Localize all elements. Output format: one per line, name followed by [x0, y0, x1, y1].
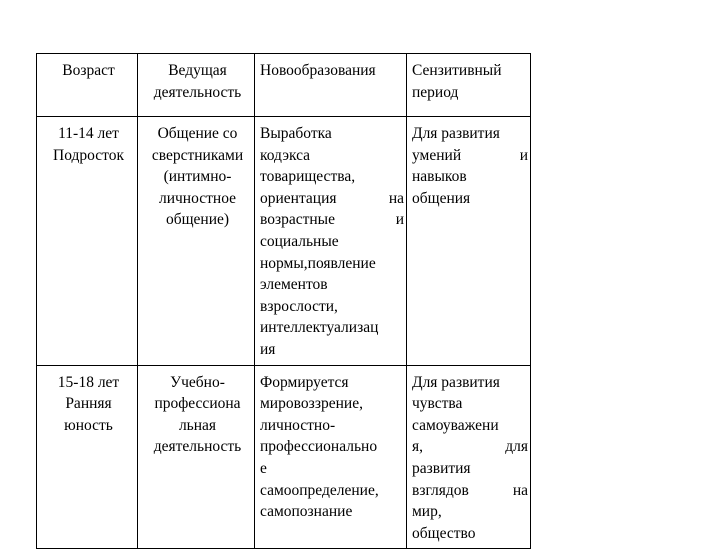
- neoformations-line: взрослости,: [260, 297, 338, 315]
- sensitive-line: общество: [412, 524, 476, 542]
- sensitive-line: я, для: [412, 438, 528, 456]
- neoformations-line: ориентация на: [260, 189, 404, 207]
- age-line: Подросток: [53, 146, 124, 164]
- neoformations-line: кодэкса: [260, 146, 311, 164]
- sensitive-line: Для развития: [412, 373, 500, 391]
- neoformations-line: товарищества,: [260, 168, 356, 186]
- neoformations-line: мировоззрение,: [260, 395, 363, 413]
- sensitive-cell: [407, 117, 531, 366]
- age-cell: [37, 365, 138, 549]
- neoformations-line: Выработка: [260, 125, 332, 142]
- activity-line: льная: [178, 416, 217, 434]
- table-row: [37, 117, 531, 366]
- neoformations-line: ия: [260, 340, 276, 358]
- header-sensitive-line: Сензитивный: [412, 62, 502, 79]
- age-line: Ранняя: [65, 395, 112, 413]
- age-periods-table: [36, 53, 531, 549]
- sensitive-line: умений и: [412, 146, 528, 164]
- neoformations-cell: [255, 117, 407, 366]
- activity-line: общение): [165, 211, 230, 229]
- sensitive-line: взглядов на: [412, 481, 528, 499]
- age-line: юность: [64, 416, 113, 434]
- neoformations-line: возрастные и: [260, 211, 404, 229]
- activity-line: Учебно-: [170, 373, 225, 391]
- neoformations-line: личностно-: [260, 416, 336, 434]
- header-sensitive-line: период: [412, 83, 459, 101]
- header-activity-line: деятельность: [153, 83, 242, 101]
- table-header-row: [37, 54, 531, 117]
- neoformations-cell: [255, 365, 407, 549]
- sensitive-cell: [407, 365, 531, 549]
- activity-line: (интимно-: [163, 168, 232, 186]
- sensitive-line: общения: [412, 189, 471, 207]
- sensitive-line: самоуважени: [412, 416, 499, 434]
- header-neoformations-cell: [255, 54, 407, 117]
- neoformations-line: нормы,появление: [260, 254, 376, 272]
- neoformations-line: самоопределение,: [260, 481, 379, 499]
- age-cell: [37, 117, 138, 366]
- sensitive-line: навыков: [412, 168, 467, 186]
- neoformations-line: социальные: [260, 232, 339, 250]
- neoformations-line: Формируется: [260, 373, 349, 391]
- activity-line: Общение со: [157, 125, 238, 142]
- table-row: [37, 365, 531, 549]
- neoformations-line: профессионально: [260, 438, 378, 456]
- activity-line: сверстниками: [151, 146, 244, 164]
- header-neoformations-text: Новообразования: [260, 62, 376, 79]
- sensitive-line: чувства: [412, 395, 463, 413]
- neoformations-line: самопознание: [260, 503, 353, 521]
- header-age-text: Возраст: [62, 62, 115, 79]
- activity-cell: [138, 365, 255, 549]
- activity-line: деятельность: [153, 438, 242, 456]
- neoformations-line: е: [260, 459, 267, 477]
- activity-line: профессиона: [154, 395, 241, 413]
- neoformations-line: интеллектуализац: [260, 319, 379, 337]
- header-activity-line: Ведущая: [168, 62, 227, 79]
- sensitive-line: развития: [412, 459, 471, 477]
- activity-line: личностное: [158, 189, 237, 207]
- activity-cell: [138, 117, 255, 366]
- age-line: 11-14 лет: [58, 125, 119, 142]
- neoformations-line: элементов: [260, 276, 328, 294]
- header-sensitive-cell: [407, 54, 531, 117]
- header-age-cell: [37, 54, 138, 117]
- sensitive-line: Для развития: [412, 125, 500, 142]
- sensitive-line: мир,: [412, 503, 442, 521]
- age-line: 15-18 лет: [57, 373, 120, 391]
- header-activity-cell: [138, 54, 255, 117]
